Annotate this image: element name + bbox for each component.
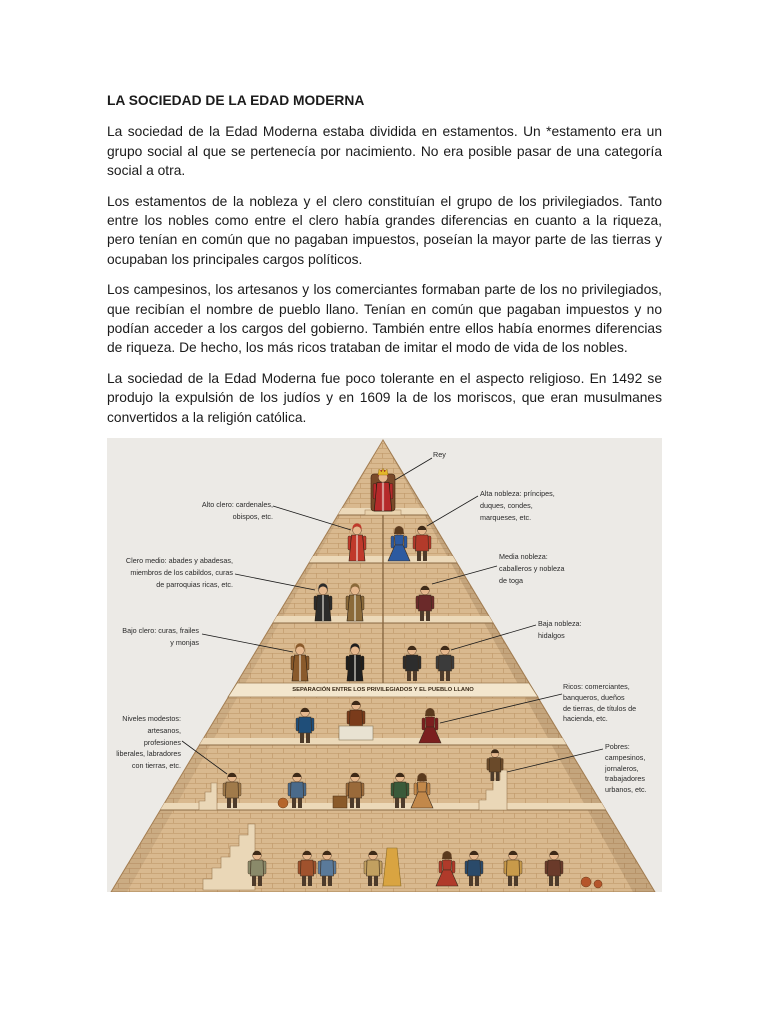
paragraph-line: ocupaban los principales cargos políticos. [107,251,363,267]
page-title: LA SOCIEDAD DE LA EDAD MODERNA [107,93,365,108]
paragraph-line: que recibían el nombre de pueblo llano. Tenían en común que pagaban impuestos y no [107,301,662,317]
label-line: jornaleros, [605,763,639,773]
label-media-nobleza [499,551,565,586]
label-clero-medio [107,555,233,590]
label-line: Media nobleza: [499,552,548,561]
label-line: caballeros y nobleza [499,563,565,573]
label-line: Clero medio: abades y abadesas, [125,556,233,565]
label-line: de parroquias ricas, etc. [156,579,233,589]
paragraph-1 [107,122,662,180]
paragraph-line: Los campesinos, los artesanos y los comerciantes formaban parte de los no privilegiados, [107,282,662,298]
label-baja-nobleza [538,618,582,642]
pot-icon [581,877,591,887]
paragraph-line: La sociedad de la Edad Moderna estaba dividida en estamentos. Un *estamento era un [107,124,662,140]
label-niveles-modestos [107,713,181,772]
label-line: de tierras, de títulos de [563,703,637,713]
label-line: Rey [433,450,446,459]
document-body [107,91,662,438]
label-line: Alto clero: cardenales, [201,500,273,509]
label-line: obispos, etc. [232,511,273,521]
label-alto-clero [157,499,273,523]
label-separacion: SEPARACIÓN ENTRE LOS PRIVILEGIADOS Y EL PUEBLO LLANO [292,687,474,693]
label-pobres [605,742,647,796]
banker-table [339,726,373,740]
paragraph-3 [107,280,662,357]
pyramid-illustration [107,438,662,892]
paragraph-line: social a otra. [107,162,186,178]
label-line: con tierras, etc. [131,761,181,771]
label-line: urbanos, etc. [605,785,647,795]
label-line: Baja nobleza: [538,619,582,628]
label-line: de toga [499,575,523,585]
paragraph-4 [107,369,662,427]
label-line: hidalgos [538,630,565,640]
label-line: trabajadores [605,774,645,784]
label-line: campesinos, [605,752,646,762]
label-line: y monjas [170,637,199,647]
leader-line-alta-nobleza [427,496,478,526]
label-line: hacienda, etc. [563,714,608,724]
label-line: artesanos, [147,725,181,735]
label-line: Bajo clero: curas, frailes [122,626,199,635]
pot-icon [594,880,602,888]
paragraph-line: convertidos a la religión católica. [107,409,307,425]
label-line: Alta nobleza: príncipes, [480,489,555,498]
paragraph-line: Los estamentos de la nobleza y el clero constituían el grupo de los privilegiados. Tanto [107,193,662,209]
paragraph-line: entre los nobles como entre el clero había grandes diferencias en cuanto a la riqueza, [107,212,662,228]
label-line: liberales, labradores [116,749,181,759]
paragraph-line: pero tenían en común que no pagaban impuestos, poseían la mayor parte de las tierras y [107,232,662,248]
label-line: profesiones [143,737,181,747]
pot-icon [278,798,288,808]
paragraph-line: grupo social al que se pertenecía por nacimiento. No era posible pasar de una categoría [107,143,662,159]
pyramid-floor-ledge [199,738,566,745]
paragraph-line: podían acceder a los cargos del gobierno. También entre ellos había enormes diferencias [107,320,662,336]
label-line: miembros de los cabildos, curas [130,567,233,577]
paragraph-2 [107,192,662,269]
label-ricos [563,682,636,725]
label-line: Ricos: comerciantes, [563,682,630,691]
paragraph-line: produjo la expulsión de los judíos y en 1609 la de los moriscos, que eran musulmanes [107,390,662,406]
label-line: duques, condes, [480,500,533,510]
label-line: banqueros, dueños [563,692,625,702]
label-alta-nobleza [480,488,555,523]
label-rey [433,449,446,461]
paragraph-line: de riqueza. De hecho, los más ricos trataban de imitar el modo de vida de los nobles. [107,340,628,356]
label-line: marqueses, etc. [480,512,532,522]
label-line: Pobres: [605,742,630,751]
label-bajo-clero [107,625,199,649]
label-line: Niveles modestos: [122,714,181,723]
paragraph-line: La sociedad de la Edad Moderna fue poco tolerante en el aspecto religioso. En 1492 se [107,371,662,387]
workbench [333,796,347,808]
